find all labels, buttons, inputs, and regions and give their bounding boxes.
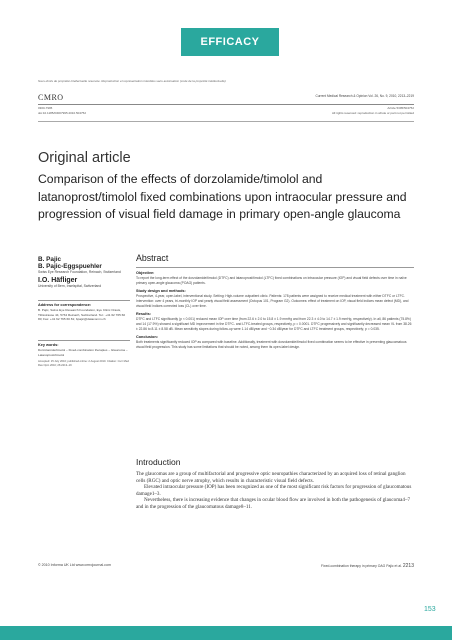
abstract <box>136 253 414 350</box>
correspondence-heading: Address for correspondence: <box>38 303 92 307</box>
header-rule-2 <box>38 121 414 122</box>
abstract-section-methods <box>136 289 414 309</box>
keywords-block <box>38 340 130 357</box>
article-title: Comparison of the effects of dorzolamide/timolol and latanoprost/timolol fixed combinations upon intraocular pressure and progression of visual field damage in primary open-angle glaucoma <box>38 172 407 222</box>
article-id: Article 5395/504752 <box>387 106 414 110</box>
footer-authors: Pajic et al. <box>386 564 402 568</box>
keywords-heading: Key words: <box>38 343 59 347</box>
section-banner-label: EFFICACY <box>200 36 260 48</box>
intro-paragraph: Elevated intraocular pressure (IOP) has been recognized as one of the most significant risk factors for progression of glaucomatous damage1–3. <box>136 484 412 497</box>
abstract-section-results <box>136 312 414 332</box>
abstract-section-objective <box>136 271 414 286</box>
abstract-text: DTFC and LTFC significantly (p < 0.001) reduced mean IOP over time (from 22.6 ± 2.0 to 15.8 ± 1.9 mmHg and from 22.3 ± 4.0 to 14.7 ± 1.9 mmHg, respectively). In all, 86 patients (75.8%) and 14 (17.9%) showed a significant MD improvement in the DTFC- and LTFC-treated groups, respectively, p = 0.0001. DTFC progressively and significantly decreased mean VL from 38.26 ± 22.86 to 8.11 ± 8.58 dB. Mean sensitivity slopes during follow-up were 1.14 dB/year and −0.34 dB/year for DTFC and LTFC treatment groups, respectively; p = 0.035. <box>136 317 412 331</box>
abstract-heading: Conclusion: <box>136 335 158 339</box>
column-rule <box>38 300 130 301</box>
introduction <box>136 457 414 511</box>
abstract-heading: Objective: <box>136 271 155 275</box>
dates-block <box>38 360 130 368</box>
journal-header <box>38 93 414 133</box>
footer-copyright: © 2010 Informa UK Ltd www.cmrojournal.com <box>38 563 111 567</box>
correspondence-block <box>38 300 130 322</box>
author-name: I.O. Häfliger <box>38 276 78 284</box>
header-rule <box>38 104 414 105</box>
publication-dates: Accepted: 15 July 2010; published online: 2 August 2010. Citation: Curr Med Res Opin 2010; 26:2213–19 <box>38 360 129 367</box>
introduction-title: Introduction <box>136 457 181 467</box>
footer-page-number: 2213 <box>402 563 414 569</box>
abstract-heading: Results: <box>136 312 151 316</box>
correspondence-text: B. Pajic, Swiss Eye Research Foundation, Eye Clinic Orasis, Titlisstrasse 44, 5734 Reinach, Switzerland. Tel.: +41 62 765 60 80; Fax: +41 62 765 60 81; bpajic@datacomm.ch <box>38 308 126 322</box>
author-affiliation: University of Bern, Inselspital, Switzerland <box>38 283 102 288</box>
rights-text: All rights reserved: reproduction in whole or part not permitted <box>331 111 414 115</box>
intro-paragraph: The glaucomas are a group of multifactorial and progressive optic neuropathies characterized by an acquired loss of retinal ganglion cells (RGC) and optic nerve atrophy, which results in characteristic visual field defects. <box>136 471 406 484</box>
journal-ids <box>38 106 86 116</box>
abstract-text: Both treatments significantly reduced IOP as compared with baseline. Additionally, treatment with dorzolamide/timolol fixed combination seems to be effective in preventing glaucomatous visual field progression. This study has some limitations that should be noted, among them its open-label design. <box>136 340 407 349</box>
author-block <box>38 256 128 290</box>
intro-paragraph: Nevertheless, there is increasing evidence that changes in ocular blood flow are involved in both the pathogenesis of glaucoma4–7 and in the progression of the glaucomatous damage8–11. <box>136 497 411 510</box>
abstract-title: Abstract <box>136 253 169 263</box>
page-footer <box>38 563 414 571</box>
journal-logo: CMRO <box>38 93 64 102</box>
journal-rights <box>332 106 414 116</box>
section-banner <box>181 28 279 56</box>
footer-running-head <box>321 563 414 569</box>
abstract-heading: Study design and methods: <box>136 289 186 293</box>
journal-citation: Current Medical Research & Opinion Vol. 26, No. 9, 2010, 2213–2219 <box>315 94 414 98</box>
article-type: Original article <box>38 150 131 166</box>
rights-notice: Sous droits de propriété intellectuelle réservée. Reproduction et représentation interdites sans autorisation (code de la propriété intellectuelle) <box>38 79 226 83</box>
keywords-text: Dorzolamide/timolol – Fixed-combination therapies – Glaucoma – Latanoprost/timolol <box>38 348 128 357</box>
author-name: B. Pajic <box>38 256 62 263</box>
author-affiliation: Swiss Eye Research Foundation, Reinach, Switzerland <box>38 270 121 274</box>
author-name: B. Pajic-Eggspuehler <box>38 263 102 270</box>
abstract-section-conclusion <box>136 335 414 350</box>
bottom-accent-bar <box>0 626 452 640</box>
abstract-text: To report the long-term effect of the dorzolamide/timolol (DTFC) and latanoprost/timolol (LTFC) fixed combinations on intraocular pressure (IOP) and visual field defects over time in naïve primary open-angle glaucoma (POAG) patients. <box>136 276 407 285</box>
page-number: 153 <box>424 606 436 613</box>
doi: doi:10.1185/03007995.2010.504752 <box>38 111 86 115</box>
abstract-rule <box>136 267 414 268</box>
abstract-text: Prospective, 4-year, open-label, interventional study. Setting: High-volume outpatient clinic. Patients: 178 patients were assigned to receive medical treatment with either DTFC or LTFC. Intervention: over 4 years, tri-monthly IOP and yearly visual field assessment (Octopus 101, Program G2). Outcomes: effect of treatment on IOP, visual field indices mean defect (MD), and visual field indices corrected loss (CL) over time. <box>136 294 409 308</box>
column-rule <box>38 340 130 341</box>
footer-running-title: Fixed-combination therapy in primary OAG <box>321 564 386 568</box>
issn: 0300-7995 <box>38 106 53 110</box>
